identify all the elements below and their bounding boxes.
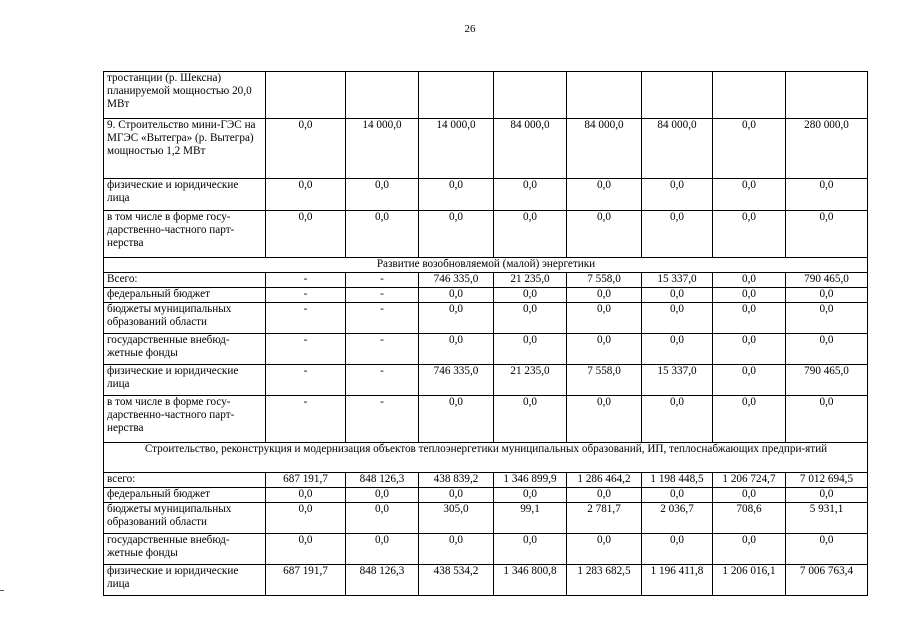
- value-cell: 0,0: [713, 488, 786, 503]
- value-cell: 21 235,0: [494, 365, 567, 396]
- row-label: федеральный бюджет: [104, 288, 266, 303]
- value-cell: 0,0: [786, 303, 868, 334]
- value-cell: 0,0: [713, 179, 786, 211]
- table-row: [104, 334, 868, 365]
- value-cell: 687 191,7: [266, 565, 346, 596]
- row-label: в том числе в форме госу-дарственно-частного парт-нерства: [104, 211, 266, 258]
- row-label: бюджеты муниципальных образований области: [104, 503, 266, 534]
- value-cell: 438 839,2: [419, 473, 494, 488]
- table-row: [104, 534, 868, 565]
- value-cell: 305,0: [419, 503, 494, 534]
- value-cell: 0,0: [494, 288, 567, 303]
- value-cell: 790 465,0: [786, 273, 868, 288]
- value-cell: -: [266, 288, 346, 303]
- value-cell: 84 000,0: [494, 119, 567, 179]
- value-cell: 1 196 411,8: [642, 565, 713, 596]
- value-cell: 0,0: [567, 534, 642, 565]
- value-cell: 0,0: [419, 396, 494, 443]
- value-cell: 0,0: [786, 288, 868, 303]
- value-cell: 280 000,0: [786, 119, 868, 179]
- value-cell: 0,0: [713, 273, 786, 288]
- value-cell: 0,0: [642, 534, 713, 565]
- value-cell: 84 000,0: [567, 119, 642, 179]
- value-cell: 0,0: [346, 211, 419, 258]
- row-label: физические и юридические лица: [104, 565, 266, 596]
- value-cell: 15 337,0: [642, 365, 713, 396]
- table-row: [104, 211, 868, 258]
- table-row: [104, 72, 868, 119]
- value-cell: -: [266, 303, 346, 334]
- value-cell: 0,0: [567, 396, 642, 443]
- table-row: [104, 396, 868, 443]
- row-label: физические и юридические лица: [104, 179, 266, 211]
- value-cell: 1 346 899,9: [494, 473, 567, 488]
- row-label: всего:: [104, 473, 266, 488]
- value-cell: 848 126,3: [346, 565, 419, 596]
- value-cell: 746 335,0: [419, 365, 494, 396]
- value-cell: [266, 72, 346, 119]
- value-cell: 7 006 763,4: [786, 565, 868, 596]
- value-cell: 0,0: [494, 534, 567, 565]
- table-row: [104, 488, 868, 503]
- value-cell: 0,0: [642, 179, 713, 211]
- value-cell: 14 000,0: [346, 119, 419, 179]
- value-cell: [419, 72, 494, 119]
- row-label: федеральный бюджет: [104, 488, 266, 503]
- value-cell: 7 558,0: [567, 365, 642, 396]
- table-row: [104, 119, 868, 179]
- value-cell: -: [266, 365, 346, 396]
- value-cell: 0,0: [713, 534, 786, 565]
- value-cell: 1 206 016,1: [713, 565, 786, 596]
- value-cell: 0,0: [642, 334, 713, 365]
- value-cell: [567, 72, 642, 119]
- row-label: Всего:: [104, 273, 266, 288]
- table-row: [104, 565, 868, 596]
- row-label: в том числе в форме госу-дарственно-частного парт-нерства: [104, 396, 266, 443]
- value-cell: 7 558,0: [567, 273, 642, 288]
- value-cell: -: [346, 396, 419, 443]
- value-cell: -: [346, 288, 419, 303]
- row-label: государственные внебюд-жетные фонды: [104, 534, 266, 565]
- value-cell: 0,0: [346, 534, 419, 565]
- value-cell: 0,0: [713, 396, 786, 443]
- scan-edge-mark: [0, 590, 4, 591]
- value-cell: [786, 72, 868, 119]
- section-header-row: [104, 258, 868, 273]
- value-cell: 0,0: [419, 534, 494, 565]
- row-label: государственные внебюд-жетные фонды: [104, 334, 266, 365]
- value-cell: 2 781,7: [567, 503, 642, 534]
- section-title: Развитие возобновляемой (малой) энергетики: [104, 258, 868, 273]
- value-cell: 1 283 682,5: [567, 565, 642, 596]
- value-cell: 790 465,0: [786, 365, 868, 396]
- value-cell: 1 206 724,7: [713, 473, 786, 488]
- page-number: 26: [464, 23, 476, 35]
- funding-table: [103, 71, 868, 596]
- table-row: [104, 503, 868, 534]
- value-cell: 0,0: [642, 396, 713, 443]
- value-cell: -: [266, 396, 346, 443]
- value-cell: 687 191,7: [266, 473, 346, 488]
- value-cell: 0,0: [786, 534, 868, 565]
- value-cell: 14 000,0: [419, 119, 494, 179]
- value-cell: 0,0: [713, 119, 786, 179]
- value-cell: 15 337,0: [642, 273, 713, 288]
- value-cell: 0,0: [642, 288, 713, 303]
- value-cell: 0,0: [713, 365, 786, 396]
- row-label: 9. Строительство мини-ГЭС на МГЭС «Вытегра» (р. Вытегра) мощностью 1,2 МВт: [104, 119, 266, 179]
- row-label: бюджеты муниципальных образований области: [104, 303, 266, 334]
- value-cell: 0,0: [567, 179, 642, 211]
- value-cell: -: [266, 273, 346, 288]
- value-cell: -: [346, 273, 419, 288]
- value-cell: 0,0: [266, 211, 346, 258]
- value-cell: 0,0: [266, 488, 346, 503]
- value-cell: 0,0: [567, 288, 642, 303]
- value-cell: 0,0: [346, 179, 419, 211]
- value-cell: -: [266, 334, 346, 365]
- value-cell: 0,0: [713, 211, 786, 258]
- value-cell: 0,0: [642, 488, 713, 503]
- value-cell: 0,0: [419, 179, 494, 211]
- value-cell: 21 235,0: [494, 273, 567, 288]
- value-cell: 0,0: [419, 211, 494, 258]
- table-row: [104, 179, 868, 211]
- value-cell: -: [346, 303, 419, 334]
- value-cell: 746 335,0: [419, 273, 494, 288]
- value-cell: 0,0: [567, 303, 642, 334]
- value-cell: 0,0: [419, 334, 494, 365]
- value-cell: [713, 72, 786, 119]
- value-cell: [494, 72, 567, 119]
- value-cell: 0,0: [419, 488, 494, 503]
- value-cell: 0,0: [713, 288, 786, 303]
- value-cell: 438 534,2: [419, 565, 494, 596]
- value-cell: 0,0: [346, 488, 419, 503]
- row-label: физические и юридические лица: [104, 365, 266, 396]
- value-cell: 0,0: [642, 303, 713, 334]
- value-cell: 0,0: [494, 334, 567, 365]
- value-cell: 0,0: [567, 334, 642, 365]
- table-row: [104, 473, 868, 488]
- value-cell: 84 000,0: [642, 119, 713, 179]
- value-cell: 7 012 694,5: [786, 473, 868, 488]
- value-cell: -: [346, 334, 419, 365]
- value-cell: 0,0: [786, 179, 868, 211]
- value-cell: 848 126,3: [346, 473, 419, 488]
- row-label: тростанции (р. Шексна) планируемой мощностью 20,0 МВт: [104, 72, 266, 119]
- value-cell: 0,0: [494, 396, 567, 443]
- value-cell: 0,0: [567, 211, 642, 258]
- value-cell: 0,0: [494, 303, 567, 334]
- value-cell: 0,0: [419, 288, 494, 303]
- value-cell: 0,0: [567, 488, 642, 503]
- table-row: [104, 365, 868, 396]
- value-cell: 0,0: [346, 503, 419, 534]
- value-cell: 0,0: [266, 179, 346, 211]
- value-cell: 0,0: [266, 503, 346, 534]
- value-cell: 2 036,7: [642, 503, 713, 534]
- value-cell: 0,0: [786, 211, 868, 258]
- value-cell: [346, 72, 419, 119]
- table-row: [104, 288, 868, 303]
- value-cell: 708,6: [713, 503, 786, 534]
- section-title: Строительство, реконструкция и модернизация объектов теплоэнергетики муниципальных образований, ИП, теплоснабжающих предпри-ятий: [104, 443, 868, 473]
- value-cell: 1 346 800,8: [494, 565, 567, 596]
- value-cell: 0,0: [266, 534, 346, 565]
- value-cell: 0,0: [266, 119, 346, 179]
- value-cell: 0,0: [786, 334, 868, 365]
- table-row: [104, 303, 868, 334]
- value-cell: -: [346, 365, 419, 396]
- value-cell: 0,0: [494, 179, 567, 211]
- value-cell: 0,0: [786, 396, 868, 443]
- value-cell: [642, 72, 713, 119]
- value-cell: 0,0: [494, 211, 567, 258]
- value-cell: 5 931,1: [786, 503, 868, 534]
- value-cell: 0,0: [713, 334, 786, 365]
- value-cell: 0,0: [642, 211, 713, 258]
- value-cell: 0,0: [419, 303, 494, 334]
- value-cell: 0,0: [786, 488, 868, 503]
- value-cell: 99,1: [494, 503, 567, 534]
- value-cell: 0,0: [494, 488, 567, 503]
- value-cell: 1 198 448,5: [642, 473, 713, 488]
- value-cell: 1 286 464,2: [567, 473, 642, 488]
- value-cell: 0,0: [713, 303, 786, 334]
- section-header-row: [104, 443, 868, 473]
- table-row: [104, 273, 868, 288]
